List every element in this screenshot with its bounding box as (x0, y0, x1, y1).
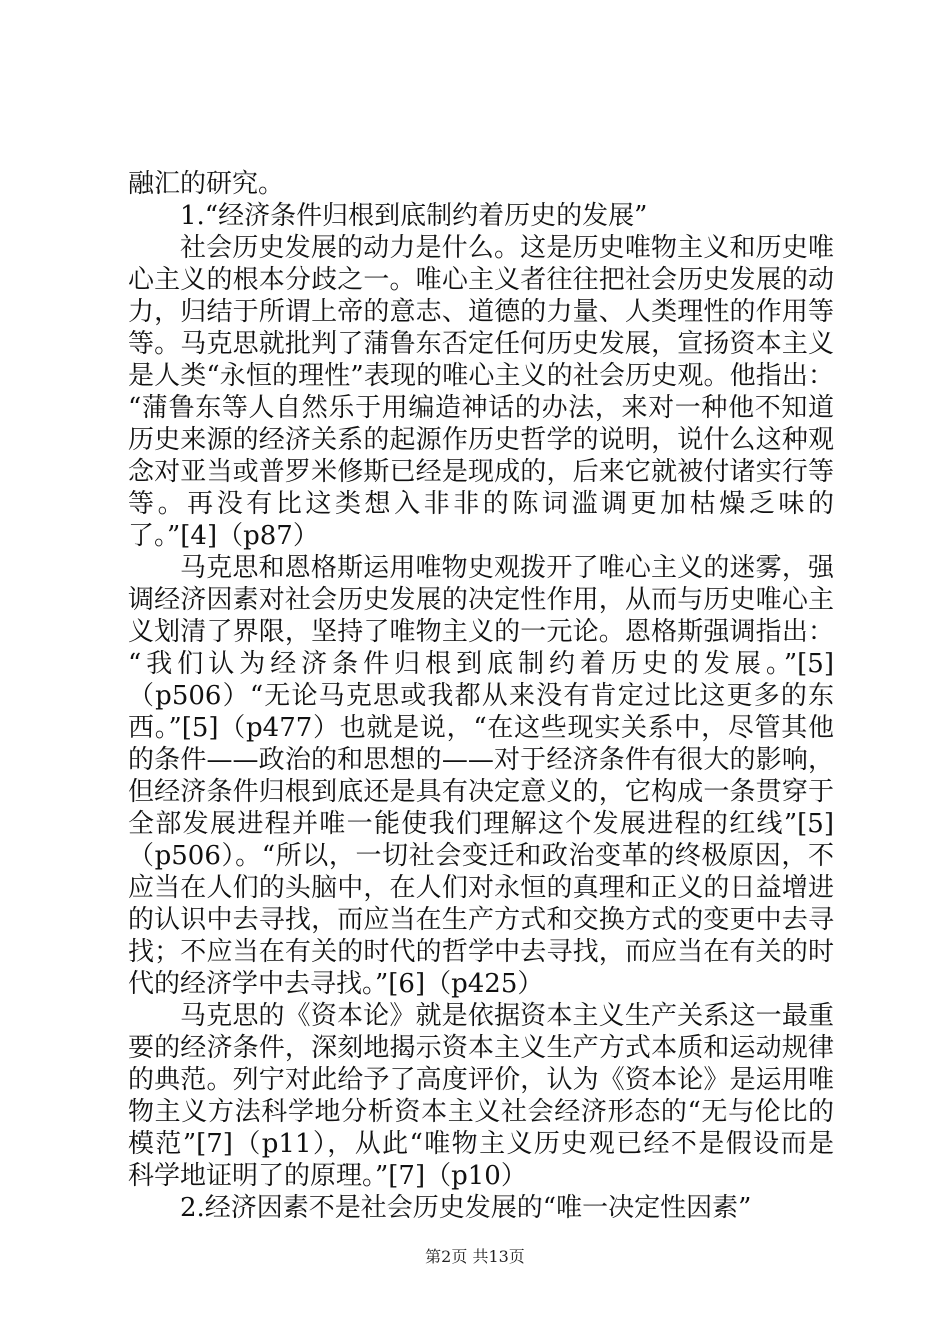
text-line: 马克思和恩格斯运用唯物史观拨开了唯心主义的迷雾，强 (180, 553, 834, 583)
text-line: 2.经济因素不是社会历史发展的“唯一决定性因素” (180, 1193, 752, 1223)
text-line: 的条件——政治的和思想的——对于经济条件有很大的影响， (128, 745, 834, 775)
text-line: 全部发展进程并唯一能使我们理解这个发展进程的红线”[5] (128, 809, 834, 839)
text-line: 心主义的根本分歧之一。唯心主义者往往把社会历史发展的动 (128, 265, 834, 295)
text-line: 调经济因素对社会历史发展的决定性作用，从而与历史唯心主 (128, 585, 834, 615)
text-line: 等。马克思就批判了蒲鲁东否定任何历史发展，宣扬资本主义 (128, 329, 834, 359)
text-line: 念对亚当或普罗米修斯已经是现成的，后来它就被付诸实行等 (128, 457, 834, 487)
text-line: 是人类“永恒的理性”表现的唯心主义的社会历史观。他指出： (128, 361, 834, 391)
text-line: 等。再没有比这类想入非非的陈词滥调更加枯燥乏味的 (128, 489, 834, 519)
text-line: 融汇的研究。 (128, 169, 285, 199)
text-line: 要的经济条件，深刻地揭示资本主义生产方式本质和运动规律 (128, 1033, 834, 1063)
text-line: （p506）“无论马克思或我都从来没有肯定过比这更多的东 (128, 681, 834, 711)
text-line: 代的经济学中去寻找。”[6]（p425） (128, 969, 544, 999)
text-line: 但经济条件归根到底还是具有决定意义的，它构成一条贯穿于 (128, 777, 834, 807)
text-line: “我们认为经济条件归根到底制约着历史的发展。”[5] (128, 649, 834, 679)
text-line: 社会历史发展的动力是什么。这是历史唯物主义和历史唯 (180, 233, 834, 263)
text-line: 1.“经济条件归根到底制约着历史的发展” (180, 201, 648, 231)
text-line: 找；不应当在有关的时代的哲学中去寻找，而应当在有关的时 (128, 937, 834, 967)
text-line: 历史来源的经济关系的起源作历史哲学的说明，说什么这种观 (128, 425, 834, 455)
page-footer: 第2页 共13页 (425, 1247, 525, 1266)
text-line: 马克思的《资本论》就是依据资本主义生产关系这一最重 (180, 1001, 834, 1031)
text-line: 物主义方法科学地分析资本主义社会经济形态的“无与伦比的 (128, 1097, 834, 1127)
text-line: “蒲鲁东等人自然乐于用编造神话的办法，来对一种他不知道 (128, 393, 834, 423)
text-line: 的典范。列宁对此给予了高度评价，认为《资本论》是运用唯 (128, 1065, 834, 1095)
text-line: （p506）。“所以，一切社会变迁和政治变革的终极原因，不 (128, 841, 834, 871)
text-line: 西。”[5]（p477）也就是说，“在这些现实关系中，尽管其他 (128, 713, 834, 743)
text-line: 力，归结于所谓上帝的意志、道德的力量、人类理性的作用等 (128, 297, 834, 327)
text-line: 了。”[4]（p87） (128, 521, 319, 551)
document-body (128, 168, 834, 1224)
text-line: 模范”[7]（p11），从此“唯物主义历史观已经不是假设而是 (128, 1129, 834, 1159)
text-line: 科学地证明了的原理。”[7]（p10） (128, 1161, 527, 1191)
text-line: 的认识中去寻找，而应当在生产方式和交换方式的变更中去寻 (128, 905, 834, 935)
text-line: 义划清了界限，坚持了唯物主义的一元论。恩格斯强调指出： (128, 617, 834, 647)
text-line: 应当在人们的头脑中，在人们对永恒的真理和正义的日益增进 (128, 873, 834, 903)
